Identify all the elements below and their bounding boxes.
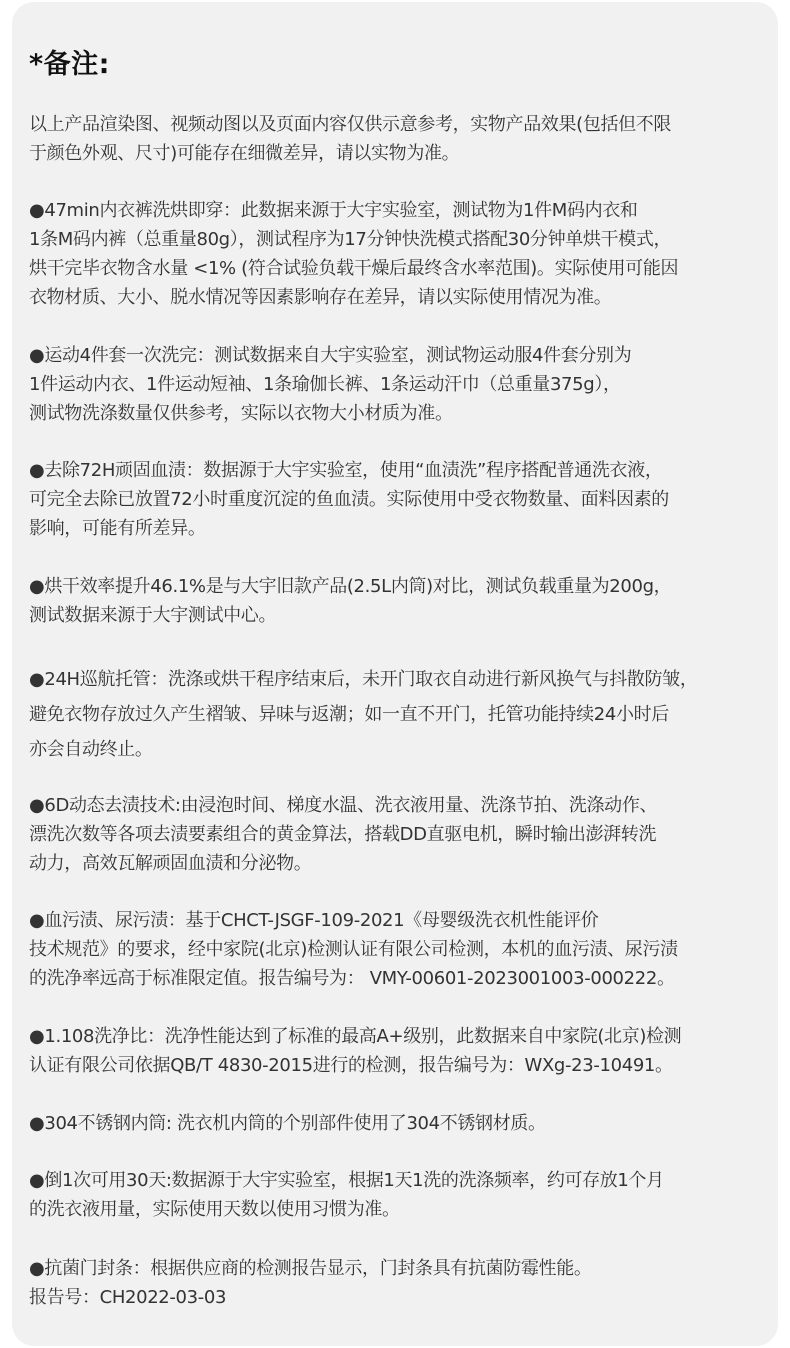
notes-card [12,2,778,1346]
note-line: 亦会自动终止。 [29,739,153,760]
note-stainless-drum [29,1109,777,1138]
note-line: 报告号：CH2022-03-03 [29,1287,227,1308]
note-line: ●1.108洗净比：洗净性能达到了标准的最高A+级别，此数据来自中家院(北京)检测 [29,1026,682,1047]
note-line: 测试数据来源于大宇测试中心。 [29,605,277,626]
note-line: 1件运动内衣、1件运动短袖、1条瑜伽长裤、1条运动汗巾（总重量375g）， [29,374,621,395]
note-6d-stain-removal [29,791,777,878]
note-washing-ratio [29,1022,777,1080]
notes-title: *备注: [29,49,110,80]
note-47min-wash-dry [29,196,777,312]
note-24h-care [29,662,777,767]
note-drying-efficiency [29,572,777,630]
note-line: 技术规范》的要求，经中家院(北京)检测认证有限公司检测，本机的血污渍、尿污渍 [29,939,678,960]
note-72h-blood-stain [29,456,777,543]
note-sports-4-pieces [29,341,777,428]
note-line: 认证有限公司依据QB/T 4830-2015进行的检测，报告编号为：WXg-23-10491。 [29,1055,673,1076]
note-antibacterial-seal [29,1254,777,1312]
note-line: 以上产品渲染图、视频动图以及页面内容仅供示意参考，实物产品效果(包括但不限 [29,114,672,135]
note-detergent-30-days [29,1166,777,1224]
note-line: 可完全去除已放置72小时重度沉淀的鱼血渍。实际使用中受衣物数量、面料因素的 [29,489,669,510]
note-line: 烘干完毕衣物含水量 <1% (符合试验负载干燥后最终含水率范围)。实际使用可能因 [29,258,679,279]
note-line: 的洗净率远高于标准限定值。报告编号为： VMY-00601-2023001003-000222。 [29,968,675,989]
note-blood-urine-stain [29,906,777,993]
note-line: 动力，高效瓦解顽固血渍和分泌物。 [29,853,312,874]
note-line: ●倒1次可用30天:数据源于大宇实验室，根据1天1洗的洗涤频率，约可存放1个月 [29,1170,664,1191]
note-line: 测试物洗涤数量仅供参考，实际以衣物大小材质为准。 [29,403,453,424]
note-line: 衣物材质、大小、脱水情况等因素影响存在差异，请以实际使用情况为准。 [29,287,612,308]
note-line: ●烘干效率提升46.1%是与大宇旧款产品(2.5L内筒)对比，测试负载重量为200g， [29,576,672,597]
note-line: ●血污渍、尿污渍：基于CHCT-JSGF-109-2021《母婴级洗衣机性能评价 [29,910,599,931]
note-line: ●运动4件套一次洗完：测试数据来自大宇实验室，测试物运动服4件套分别为 [29,345,632,366]
note-line: ●304不锈钢内筒: 洗衣机内筒的个别部件使用了304不锈钢材质。 [29,1113,546,1134]
note-line: ●6D动态去渍技术:由浸泡时间、梯度水温、洗衣液用量、洗涤节拍、洗涤动作、 [29,795,658,816]
note-disclaimer [29,110,777,168]
note-line: 1条M码内裤（总重量80g），测试程序为17分钟快洗模式搭配30分钟单烘干模式， [29,229,672,250]
note-line: ●47min内衣裤洗烘即穿：此数据来源于大宇实验室，测试物为1件M码内衣和 [29,200,638,221]
note-line: 影响，可能有所差异。 [29,518,206,539]
note-line: ●抗菌门封条：根据供应商的检测报告显示，门封条具有抗菌防霉性能。 [29,1258,592,1279]
note-line: 漂洗次数等各项去渍要素组合的黄金算法，搭载DD直驱电机，瞬时输出澎湃转洗 [29,824,657,845]
note-line: 于颜色外观、尺寸)可能存在细微差异，请以实物为准。 [29,143,460,164]
note-line: ●24H巡航托管：洗涤或烘干程序结束后，未开门取衣自动进行新风换气与抖散防皱， [29,669,698,690]
note-line: 避免衣物存放过久产生褶皱、异味与返潮；如一直不开门，托管功能持续24小时后 [29,704,669,725]
note-line: ●去除72H顽固血渍：数据源于大宇实验室，使用“血渍洗”程序搭配普通洗衣液， [29,460,663,481]
note-line: 的洗衣液用量，实际使用天数以使用习惯为准。 [29,1199,400,1220]
